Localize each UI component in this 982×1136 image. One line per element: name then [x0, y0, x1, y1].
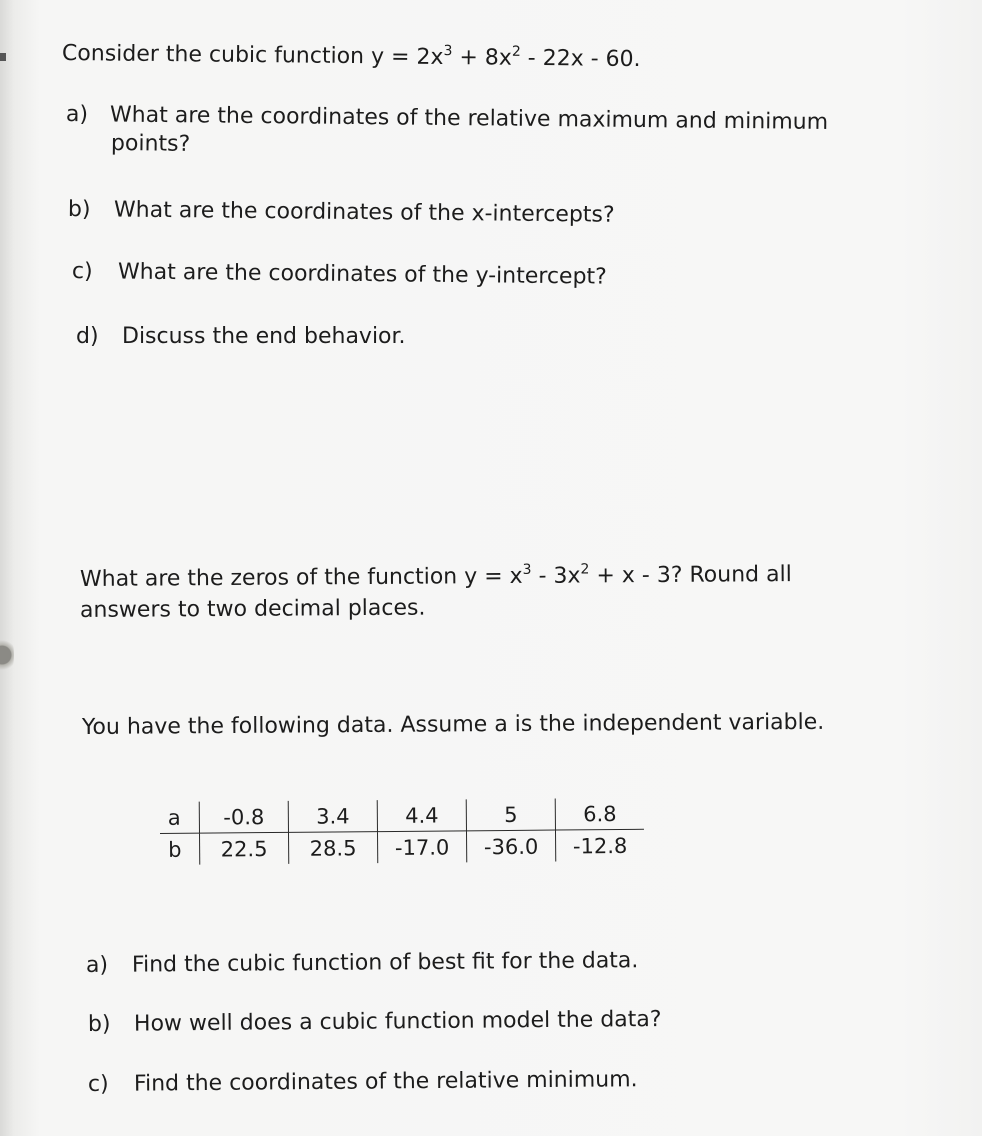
part-label: a): [65, 102, 89, 128]
question-3-part-b: b) How well does a cubic function model the data?: [87, 1006, 662, 1037]
part-label: b): [67, 197, 91, 223]
question-3-part-a: a) Find the cubic function of best fit for the data.: [85, 948, 639, 978]
part-label: b): [87, 1011, 111, 1037]
question-2-prompt: What are the zeros of the function $y = x^3 - 3x^2 + x - 3$? Round all: [79, 561, 792, 592]
table-cell: -12.8: [572, 833, 628, 858]
table-cell: -0.8: [199, 801, 288, 833]
table-row-a: [160, 798, 644, 834]
question-1-part-d: d) Discuss the end behavior.: [76, 324, 406, 349]
table-cell: 22.5: [199, 832, 288, 864]
page-edge-mark: [0, 53, 6, 61]
question-2-prompt-continued: answers to two decimal places.: [79, 595, 426, 623]
question-1-part-a: a) What are the coordinates of the relative maximum and minimum: [65, 102, 829, 135]
part-label: c): [87, 1071, 109, 1097]
question-1-prompt: Consider the cubic function $y = 2x^3 + 8x^2 - 22x - 60$.: [61, 41, 641, 73]
question-1-part-b: b) What are the coordinates of the x-intercepts?: [67, 197, 615, 228]
question-1-part-c: c) What are the coordinates of the y-intercept?: [71, 259, 607, 290]
table-cell: 5: [466, 799, 555, 831]
part-label: c): [71, 259, 93, 285]
part-label: a): [85, 952, 109, 978]
table-cell: 3.4: [288, 800, 377, 832]
row-label-b: b: [160, 833, 200, 865]
table-cell: -17.0: [377, 831, 466, 863]
table-cell: 6.8: [555, 798, 644, 830]
table-row-b: [160, 829, 644, 865]
binder-hole-shadow: [0, 634, 14, 676]
table-cell: 28.5: [288, 832, 377, 864]
part-label: d): [76, 324, 99, 349]
question-1-part-a-continued: points?: [110, 131, 191, 157]
question-3-intro: You have the following data. Assume a is the independent variable.: [81, 709, 825, 740]
row-label-a: a: [160, 802, 200, 834]
question-3-part-c: c) Find the coordinates of the relative minimum.: [87, 1067, 638, 1097]
data-table: [160, 798, 645, 865]
table-cell: -36.0: [466, 830, 555, 862]
table-cell: 4.4: [377, 799, 466, 831]
